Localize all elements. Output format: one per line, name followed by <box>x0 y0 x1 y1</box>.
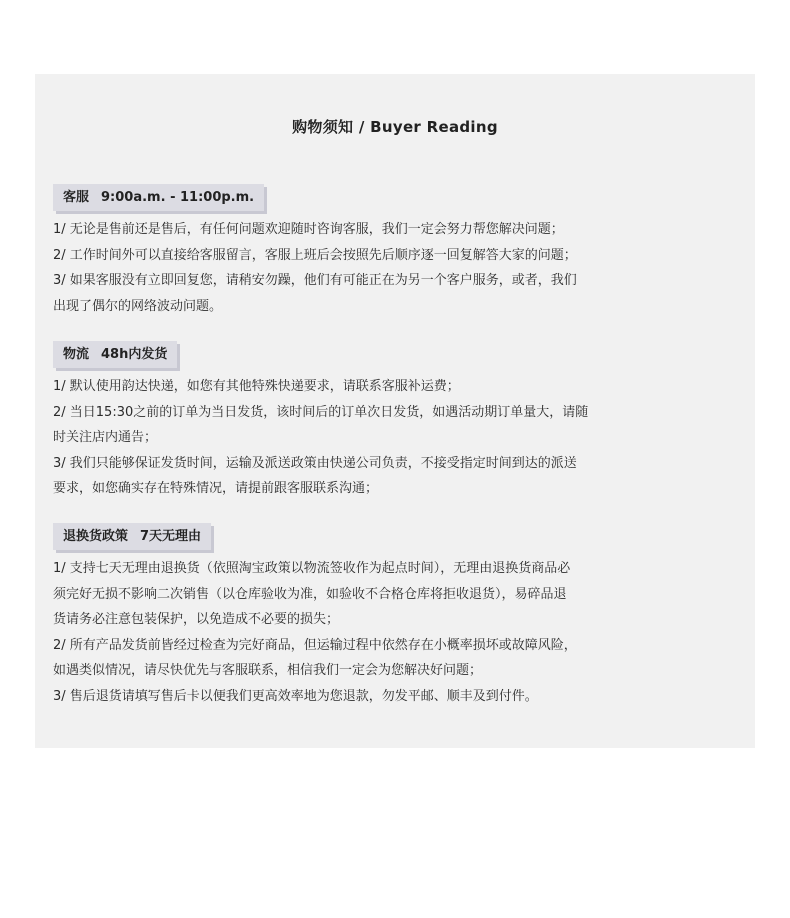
text-line: 出现了偶尔的网络波动问题。 <box>53 298 223 314</box>
text-line: 3/ 如果客服没有立即回复您，请稍安勿躁，他们有可能正在为另一个客户服务，或者，我们 <box>53 273 577 288</box>
page-title: 购物须知 / Buyer Reading <box>292 118 498 136</box>
section-tag <box>53 341 177 368</box>
text-line: 1/ 支持七天无理由退换货（依照淘宝政策以物流签收作为起点时间），无理由退换货商品必 <box>53 561 571 576</box>
section-returns <box>53 523 725 709</box>
text-line: 3/ 售后退货请填写售后卡以便我们更高效率地为您退款，勿发平邮、顺丰及到付件。 <box>53 688 538 704</box>
text-line: 时关注店内通告； <box>53 430 158 445</box>
section-text <box>53 217 725 319</box>
section-tag <box>53 523 211 550</box>
text-line: 2/ 所有产品发货前皆经过检查为完好商品，但运输过程中依然存在小概率损坏或故障风险， <box>53 637 577 653</box>
text-line: 货请务必注意包装保护，以免造成不必要的损失； <box>53 612 340 627</box>
text-line: 3/ 我们只能够保证发货时间，运输及派送政策由快递公司负责，不接受指定时间到达的派送 <box>53 455 577 471</box>
section-subheading: 7天无理由 <box>140 529 202 544</box>
section-subheading: 9:00a.m. - 11:00p.m. <box>101 190 255 205</box>
text-line: 1/ 无论是售前还是售后，有任何问题欢迎随时咨询客服，我们一定会努力帮您解决问题； <box>53 222 564 237</box>
text-line: 2/ 当日15:30之前的订单为当日发货，该时间后的订单次日发货，如遇活动期订单量大，请随 <box>53 404 589 420</box>
section-text <box>53 374 725 502</box>
section-heading: 退换货政策 <box>63 529 129 544</box>
section-subheading: 48h内发货 <box>101 347 168 362</box>
text-line: 1/ 默认使用韵达快递，如您有其他特殊快递要求，请联系客服补运费； <box>53 379 460 394</box>
text-line: 须完好无损不影响二次销售（以仓库验收为准，如验收不合格仓库将拒收退货），易碎品退 <box>53 586 567 602</box>
section-customer-service <box>53 184 725 319</box>
text-line: 2/ 工作时间外可以直接给客服留言，客服上班后会按照先后顺序逐一回复解答大家的问题； <box>53 247 577 263</box>
section-logistics <box>53 341 725 502</box>
section-heading: 物流 <box>63 347 90 362</box>
text-line: 要求，如您确实存在特殊情况，请提前跟客服联系沟通； <box>53 481 379 496</box>
text-line: 如遇类似情况，请尽快优先与客服联系，相信我们一定会为您解决好问题； <box>53 663 483 678</box>
section-heading: 客服 <box>63 190 90 205</box>
section-text <box>53 556 725 709</box>
buyer-reading-card <box>35 74 755 748</box>
section-tag <box>53 184 264 211</box>
